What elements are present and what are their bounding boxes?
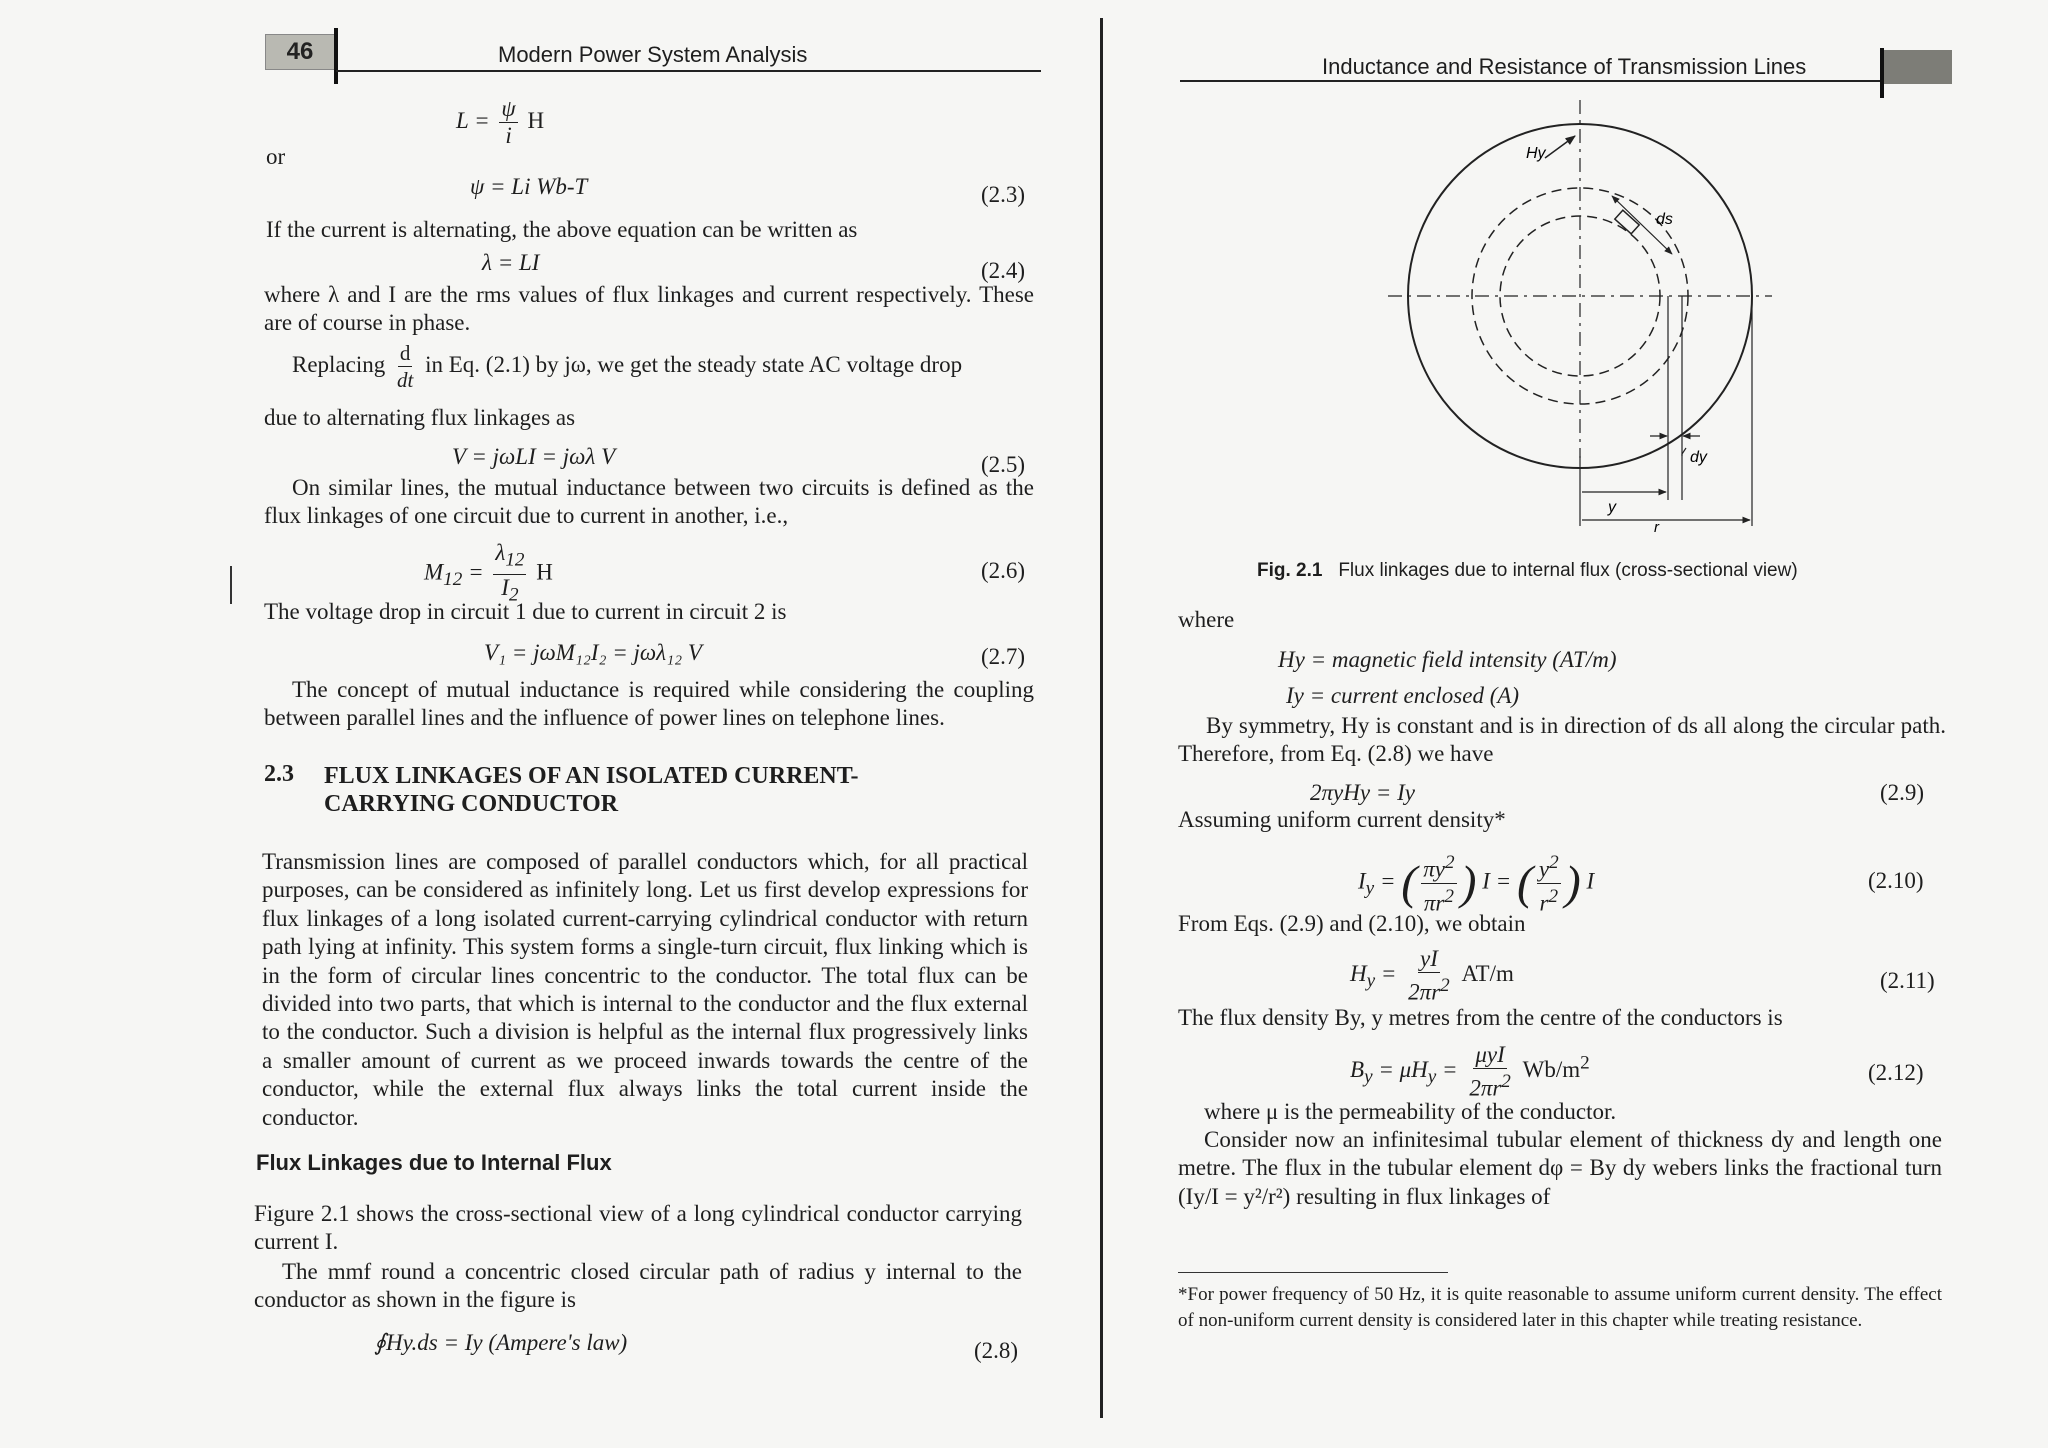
para-mu: where μ is the permeability of the conductor. bbox=[1204, 1099, 1617, 1124]
figure-2-1-diagram bbox=[1380, 96, 1780, 536]
figure-caption bbox=[1257, 560, 1798, 582]
section-title-line-2: CARRYING CONDUCTOR bbox=[324, 791, 619, 817]
para-replacing-cont: due to alternating flux linkages as bbox=[264, 405, 576, 430]
page-number-rule bbox=[334, 28, 338, 84]
para-density: The flux density By, y metres from the centre of the conductors is bbox=[1178, 1005, 1783, 1030]
definition-hy: Hy = magnetic field intensity (AT/m) bbox=[1278, 647, 1617, 672]
equation-2-5: V = jωLI = jωλ V bbox=[452, 444, 616, 469]
equation-2-8: ∮Hy.ds = Iy (Ampere's law) bbox=[374, 1330, 628, 1355]
eqno-2-12: (2.12) bbox=[1868, 1060, 1924, 1085]
eqno-2-6: (2.6) bbox=[981, 558, 1026, 583]
definition-iy: Iy = current enclosed (A) bbox=[1286, 683, 1520, 708]
para-figure: Figure 2.1 shows the cross-sectional view of a long cylindrical conductor carrying current I. bbox=[254, 1201, 1022, 1255]
eqno-2-7: (2.7) bbox=[981, 644, 1026, 669]
footnote: *For power frequency of 50 Hz, it is quite reasonable to assume uniform current density. The effect of non-uniform current density is considered later in this chapter while treating resistance. bbox=[1178, 1284, 1942, 1331]
para-transmission: Transmission lines are composed of parallel conductors which, for all practical purposes, can be considered as infinitely long. Let us first develop expressions for flux linkages of a long isolated current-carrying cylindrical conductor with return path lying at infinity. This system forms a single-turn circuit, flux linking which is in the form of circular lines concentric to the conductor. The total flux can be divided into two parts, that which is internal to the conductor and the flux external to the conductor. Such a division is helpful as the internal flux progressively links a smaller amount of current as we proceed inwards towards the centre of the conductor, while the external flux always links the total current inside the conductor. bbox=[262, 849, 1028, 1130]
eqno-2-8: (2.8) bbox=[974, 1338, 1019, 1363]
para-voltage: The voltage drop in circuit 1 due to current in circuit 2 is bbox=[264, 599, 787, 624]
figure-caption-text: Flux linkages due to internal flux (cross-sectional view) bbox=[1338, 560, 1798, 581]
eqno-2-5: (2.5) bbox=[981, 452, 1026, 477]
equation-2-10: $I_y$ = ( $\frac{\pi y^2}{\pi r^2}$ ) I = ( $\frac{y^2}{r^2}$ ) I bbox=[1358, 852, 1595, 916]
eqno-2-3: (2.3) bbox=[981, 182, 1026, 207]
para-alternating: If the current is alternating, the above equation can be written as bbox=[266, 217, 858, 242]
equation-2-3: ψ = Li Wb-T bbox=[470, 174, 588, 199]
or-text: or bbox=[266, 144, 286, 169]
running-head-left: Modern Power System Analysis bbox=[498, 42, 808, 67]
label-ds: ds bbox=[1656, 211, 1673, 228]
para-similar: On similar lines, the mutual inductance between two circuits is defined as the flux linkages of one circuit due to current in another, i.e., bbox=[264, 475, 1034, 529]
ds-element bbox=[1615, 210, 1639, 234]
equation-L: L = $\frac{\psi}{i}$ H bbox=[456, 96, 545, 148]
equation-2-11: $H_y$ = $\frac{yI}{2\pi r^2}$ AT/m bbox=[1350, 946, 1514, 1005]
section-title-line-1: FLUX LINKAGES OF AN ISOLATED CURRENT- bbox=[324, 763, 859, 789]
equation-2-4: λ = LI bbox=[482, 250, 540, 275]
eqno-2-11: (2.11) bbox=[1880, 968, 1935, 993]
footnote-rule bbox=[1178, 1272, 1448, 1273]
subheading-internal-flux: Flux Linkages due to Internal Flux bbox=[256, 1150, 612, 1175]
label-hy: Hy bbox=[1526, 145, 1546, 162]
para-where: where λ and I are the rms values of flux linkages and current respectively. These are of course in phase. bbox=[264, 282, 1034, 336]
equation-2-12: $B_y = \mu H_y$ = $\frac{\text{μyI}}{2\pi r^2}$ $Wb/m^2$ bbox=[1350, 1042, 1590, 1101]
para-replacing: Replacing $\frac{d}{dt}$ in Eq. (2.1) by jω, we get the steady state AC voltage drop bbox=[292, 341, 963, 392]
equation-2-6: $M_{12}$ = $\frac{\lambda_{12}}{I_2}$ H bbox=[424, 540, 553, 606]
label-dy: dy bbox=[1690, 449, 1707, 466]
equation-2-9: 2πyHy = Iy bbox=[1310, 780, 1415, 805]
section-number: 2.3 bbox=[264, 761, 294, 787]
para-from: From Eqs. (2.9) and (2.10), we obtain bbox=[1178, 911, 1526, 936]
margin-mark bbox=[230, 566, 232, 604]
where-text: where bbox=[1178, 607, 1235, 632]
para-symmetry: By symmetry, Hy is constant and is in direction of ds all along the circular path. Therefore, from Eq. (2.8) we have bbox=[1178, 713, 1946, 767]
running-head-right: Inductance and Resistance of Transmission Lines bbox=[1322, 54, 1807, 79]
page-number-box bbox=[265, 34, 335, 70]
hy-arrow bbox=[1545, 136, 1575, 158]
figure-caption-number: Fig. 2.1 bbox=[1257, 560, 1323, 581]
equation-2-7: V₁ = jωM₁₂I₂ = jωλ₁₂ V bbox=[484, 640, 702, 665]
para-mmf: The mmf round a concentric closed circular path of radius y internal to the conductor as shown in the figure is bbox=[254, 1259, 1022, 1313]
label-r: r bbox=[1654, 519, 1659, 536]
head-rule-right bbox=[1180, 80, 1880, 82]
book-gutter bbox=[1100, 18, 1103, 1418]
eqno-2-4: (2.4) bbox=[981, 258, 1026, 283]
eqno-2-10: (2.10) bbox=[1868, 868, 1924, 893]
eqno-2-9: (2.9) bbox=[1880, 780, 1925, 805]
head-rule-left bbox=[336, 70, 1041, 72]
page-number: 46 bbox=[286, 38, 314, 65]
para-assuming: Assuming uniform current density* bbox=[1178, 807, 1506, 832]
label-y: y bbox=[1608, 499, 1616, 516]
para-concept: The concept of mutual inductance is required while considering the coupling between parallel lines and the influence of power lines on telephone lines. bbox=[264, 677, 1034, 731]
page-tab-box bbox=[1884, 50, 1952, 84]
para-consider: Consider now an infinitesimal tubular element of thickness dy and length one metre. The flux in the tubular element dφ = By dy webers links the fractional turn (Iy/I = y²/r²) resulting in flux linkages of bbox=[1178, 1127, 1942, 1209]
